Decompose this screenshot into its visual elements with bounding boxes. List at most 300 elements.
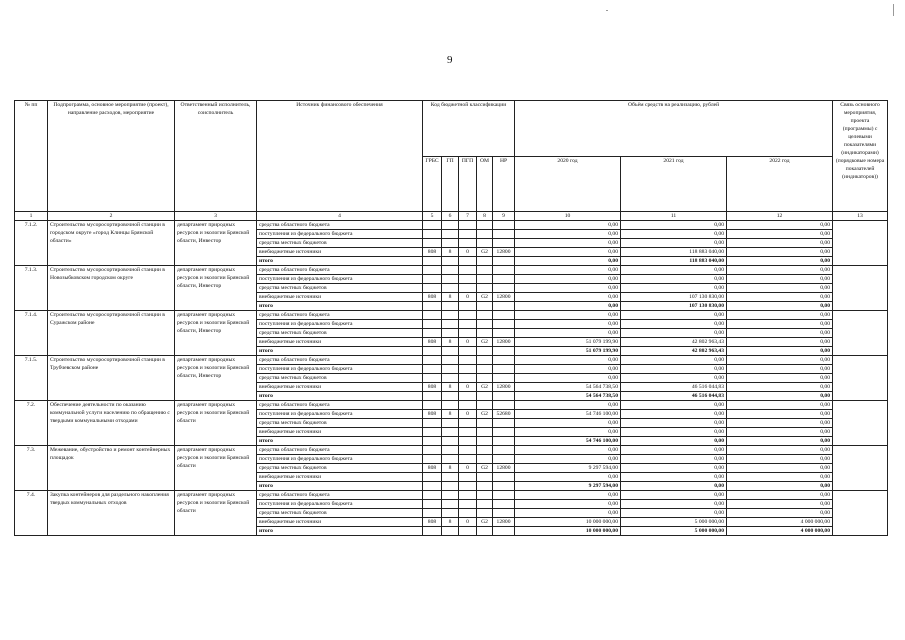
indicator-link	[833, 401, 888, 446]
code-nr: 12800	[493, 248, 515, 257]
indicator-link	[833, 446, 888, 491]
amount-2022: 0,00	[727, 293, 833, 302]
code-pgp	[459, 392, 477, 401]
funding-source: средства областного бюджета	[257, 446, 423, 455]
funding-source: поступления из федерального бюджета	[257, 230, 423, 239]
funding-source: средства областного бюджета	[257, 311, 423, 320]
amount-2021: 0,00	[621, 221, 727, 230]
amount-2020: 0,00	[515, 428, 621, 437]
amount-2022: 0,00	[727, 473, 833, 482]
amount-2020: 10 000 000,00	[515, 518, 621, 527]
code-gp	[442, 239, 459, 248]
code-grbs: 808	[423, 293, 442, 302]
item-number: 7.1.4.	[15, 311, 48, 356]
item-program: Закупка контейнеров для раздельного накопления твердых коммунальных отходов	[48, 491, 175, 536]
code-om	[477, 365, 493, 374]
code-nr	[493, 473, 515, 482]
amount-2021: 46 516 044,83	[621, 392, 727, 401]
code-gp	[442, 221, 459, 230]
column-number: 3	[175, 212, 257, 221]
amount-2021: 0,00	[621, 410, 727, 419]
item-program: Строительство мусоросортировочной станции в городском округе «город Клинцы Брянской области»	[48, 221, 175, 266]
column-number: 6	[442, 212, 459, 221]
code-grbs	[423, 527, 442, 536]
amount-2022: 0,00	[727, 311, 833, 320]
amount-2022: 0,00	[727, 302, 833, 311]
amount-2021: 5 000 000,00	[621, 527, 727, 536]
amount-2020: 0,00	[515, 374, 621, 383]
table-row	[15, 266, 888, 275]
amount-2022: 0,00	[727, 248, 833, 257]
amount-2020: 0,00	[515, 509, 621, 518]
financing-table	[14, 100, 888, 536]
indicator-link	[833, 491, 888, 536]
code-grbs	[423, 374, 442, 383]
header-grbs: ГРБС	[423, 156, 442, 212]
code-om	[477, 257, 493, 266]
code-grbs	[423, 275, 442, 284]
amount-2021: 0,00	[621, 473, 727, 482]
code-gp	[442, 401, 459, 410]
header-source: Источник финансового обеспечения	[257, 101, 423, 212]
table-row	[15, 446, 888, 455]
funding-source: внебюджетные источники	[257, 248, 423, 257]
code-pgp	[459, 527, 477, 536]
amount-2022: 0,00	[727, 491, 833, 500]
code-grbs	[423, 509, 442, 518]
amount-2020: 0,00	[515, 401, 621, 410]
code-pgp	[459, 275, 477, 284]
code-nr	[493, 266, 515, 275]
header-om: ОМ	[477, 156, 493, 212]
funding-source: итого	[257, 392, 423, 401]
code-grbs	[423, 392, 442, 401]
funding-source: средства местных бюджетов	[257, 374, 423, 383]
item-executor: департамент природных ресурсов и экологии Брянской области, Инвестор	[175, 266, 257, 311]
amount-2021: 46 516 044,83	[621, 383, 727, 392]
code-nr	[493, 230, 515, 239]
code-nr	[493, 482, 515, 491]
header-2021: 2021 год	[621, 156, 727, 212]
code-gp	[442, 455, 459, 464]
code-pgp: 0	[459, 383, 477, 392]
amount-2022: 0,00	[727, 482, 833, 491]
funding-source: поступления из федерального бюджета	[257, 500, 423, 509]
funding-source: поступления из федерального бюджета	[257, 365, 423, 374]
amount-2020: 0,00	[515, 446, 621, 455]
code-grbs	[423, 437, 442, 446]
amount-2020: 0,00	[515, 275, 621, 284]
code-pgp	[459, 284, 477, 293]
amount-2022: 0,00	[727, 329, 833, 338]
funding-source: средства местных бюджетов	[257, 419, 423, 428]
code-om	[477, 221, 493, 230]
indicator-link	[833, 311, 888, 356]
code-om: G2	[477, 248, 493, 257]
code-nr: 12800	[493, 338, 515, 347]
code-pgp: 0	[459, 518, 477, 527]
amount-2021: 0,00	[621, 266, 727, 275]
code-grbs: 808	[423, 338, 442, 347]
item-executor: департамент природных ресурсов и экологии Брянской области, Инвестор	[175, 221, 257, 266]
code-pgp	[459, 221, 477, 230]
code-om	[477, 500, 493, 509]
amount-2022: 0,00	[727, 455, 833, 464]
code-om	[477, 230, 493, 239]
column-number: 11	[621, 212, 727, 221]
code-gp	[442, 302, 459, 311]
column-number: 2	[48, 212, 175, 221]
code-nr: 12800	[493, 383, 515, 392]
funding-source: поступления из федерального бюджета	[257, 455, 423, 464]
code-pgp	[459, 446, 477, 455]
column-number: 8	[477, 212, 493, 221]
header-gp: ГП	[442, 156, 459, 212]
code-om	[477, 419, 493, 428]
amount-2022: 0,00	[727, 437, 833, 446]
header-num: № пп	[15, 101, 48, 212]
funding-source: средства областного бюджета	[257, 356, 423, 365]
code-om	[477, 455, 493, 464]
code-grbs	[423, 257, 442, 266]
code-gp	[442, 284, 459, 293]
amount-2021: 118 883 040,00	[621, 257, 727, 266]
code-nr	[493, 500, 515, 509]
code-gp	[442, 491, 459, 500]
column-number: 13	[833, 212, 888, 221]
amount-2021: 0,00	[621, 464, 727, 473]
amount-2020: 0,00	[515, 293, 621, 302]
amount-2022: 0,00	[727, 365, 833, 374]
amount-2021: 0,00	[621, 419, 727, 428]
code-om	[477, 329, 493, 338]
amount-2021: 0,00	[621, 284, 727, 293]
code-pgp	[459, 509, 477, 518]
code-om	[477, 275, 493, 284]
code-nr: 12800	[493, 293, 515, 302]
amount-2021: 0,00	[621, 329, 727, 338]
code-pgp	[459, 437, 477, 446]
amount-2021: 0,00	[621, 509, 727, 518]
code-pgp	[459, 365, 477, 374]
code-pgp	[459, 401, 477, 410]
table-row	[15, 221, 888, 230]
column-number: 10	[515, 212, 621, 221]
amount-2021: 0,00	[621, 401, 727, 410]
amount-2021: 5 000 000,00	[621, 518, 727, 527]
code-grbs: 808	[423, 248, 442, 257]
header-pgp: ПГП	[459, 156, 477, 212]
funding-source: итого	[257, 527, 423, 536]
funding-source: итого	[257, 482, 423, 491]
amount-2020: 10 000 000,00	[515, 527, 621, 536]
amount-2020: 0,00	[515, 311, 621, 320]
amount-2020: 0,00	[515, 500, 621, 509]
item-program: Строительство мусоросортировочной станции в Новозыбковском городском округе	[48, 266, 175, 311]
amount-2021: 0,00	[621, 230, 727, 239]
code-grbs	[423, 491, 442, 500]
code-gp: 8	[442, 248, 459, 257]
code-gp	[442, 374, 459, 383]
amount-2021: 0,00	[621, 428, 727, 437]
funding-source: средства местных бюджетов	[257, 239, 423, 248]
code-grbs	[423, 419, 442, 428]
code-gp	[442, 392, 459, 401]
code-nr	[493, 221, 515, 230]
code-grbs	[423, 266, 442, 275]
code-nr	[493, 527, 515, 536]
code-pgp: 0	[459, 293, 477, 302]
amount-2020: 0,00	[515, 455, 621, 464]
code-om	[477, 509, 493, 518]
code-gp	[442, 527, 459, 536]
item-executor: департамент природных ресурсов и экологии Брянской области, Инвестор	[175, 356, 257, 401]
code-om	[477, 482, 493, 491]
funding-source: поступления из федерального бюджета	[257, 275, 423, 284]
code-nr	[493, 509, 515, 518]
code-gp	[442, 419, 459, 428]
code-nr	[493, 284, 515, 293]
code-grbs: 808	[423, 410, 442, 419]
code-pgp	[459, 230, 477, 239]
code-pgp: 0	[459, 410, 477, 419]
code-om: G2	[477, 383, 493, 392]
funding-source: средства местных бюджетов	[257, 329, 423, 338]
code-grbs: 808	[423, 383, 442, 392]
code-nr	[493, 311, 515, 320]
amount-2020: 9 297 594,00	[515, 464, 621, 473]
code-grbs	[423, 455, 442, 464]
code-gp: 8	[442, 464, 459, 473]
code-grbs	[423, 230, 442, 239]
code-grbs	[423, 329, 442, 338]
funding-source: поступления из федерального бюджета	[257, 410, 423, 419]
code-nr	[493, 392, 515, 401]
code-pgp	[459, 428, 477, 437]
amount-2022: 0,00	[727, 401, 833, 410]
amount-2022: 0,00	[727, 320, 833, 329]
code-nr	[493, 239, 515, 248]
amount-2022: 0,00	[727, 410, 833, 419]
amount-2021: 0,00	[621, 482, 727, 491]
header-link: Связь основного мероприятия, проекта (программы) с целевыми показателями (индикаторами) (порядковые номера показателей (индикаторов))	[833, 101, 888, 212]
code-pgp	[459, 419, 477, 428]
code-om: G2	[477, 338, 493, 347]
item-executor: департамент природных ресурсов и экологии Брянской области	[175, 401, 257, 446]
amount-2021: 0,00	[621, 446, 727, 455]
item-number: 7.4.	[15, 491, 48, 536]
header-budget-code: Код бюджетной классификации	[423, 101, 515, 157]
amount-2022: 0,00	[727, 356, 833, 365]
code-gp	[442, 311, 459, 320]
page-number: 9	[447, 54, 453, 66]
amount-2020: 0,00	[515, 221, 621, 230]
amount-2020: 0,00	[515, 329, 621, 338]
funding-source: внебюджетные источники	[257, 338, 423, 347]
code-om: G2	[477, 293, 493, 302]
code-pgp	[459, 311, 477, 320]
code-om: G2	[477, 518, 493, 527]
item-program: Обеспечение деятельности по оказанию коммунальной услуги населению по обращению с твердыми коммунальными отходами	[48, 401, 175, 446]
code-nr	[493, 365, 515, 374]
amount-2021: 0,00	[621, 491, 727, 500]
amount-2020: 0,00	[515, 302, 621, 311]
column-number: 7	[459, 212, 477, 221]
item-program: Строительство мусоросортировочной станции в Суражском районе	[48, 311, 175, 356]
amount-2021: 0,00	[621, 275, 727, 284]
code-grbs	[423, 347, 442, 356]
amount-2021: 0,00	[621, 455, 727, 464]
funding-source: внебюджетные источники	[257, 473, 423, 482]
code-grbs	[423, 239, 442, 248]
header-2022: 2022 год	[727, 156, 833, 212]
code-om	[477, 347, 493, 356]
item-number: 7.1.2.	[15, 221, 48, 266]
code-pgp	[459, 239, 477, 248]
code-nr	[493, 455, 515, 464]
code-gp	[442, 329, 459, 338]
amount-2022: 0,00	[727, 446, 833, 455]
funding-source: средства местных бюджетов	[257, 509, 423, 518]
amount-2020: 51 079 199,90	[515, 347, 621, 356]
amount-2021: 0,00	[621, 311, 727, 320]
code-grbs	[423, 446, 442, 455]
code-nr	[493, 491, 515, 500]
funding-source: средства областного бюджета	[257, 221, 423, 230]
code-nr: 12800	[493, 464, 515, 473]
amount-2022: 0,00	[727, 419, 833, 428]
amount-2022: 0,00	[727, 428, 833, 437]
code-om	[477, 401, 493, 410]
code-nr	[493, 356, 515, 365]
amount-2022: 0,00	[727, 266, 833, 275]
amount-2021: 0,00	[621, 320, 727, 329]
code-nr	[493, 437, 515, 446]
code-grbs	[423, 302, 442, 311]
amount-2022: 0,00	[727, 347, 833, 356]
item-number: 7.1.5.	[15, 356, 48, 401]
code-gp: 8	[442, 518, 459, 527]
column-number: 4	[257, 212, 423, 221]
code-om	[477, 302, 493, 311]
amount-2022: 0,00	[727, 221, 833, 230]
amount-2022: 0,00	[727, 500, 833, 509]
amount-2021: 42 802 963,43	[621, 338, 727, 347]
amount-2022: 0,00	[727, 275, 833, 284]
funding-source: внебюджетные источники	[257, 293, 423, 302]
amount-2022: 4 000 000,00	[727, 518, 833, 527]
code-grbs	[423, 221, 442, 230]
amount-2020: 9 297 594,00	[515, 482, 621, 491]
item-number: 7.3.	[15, 446, 48, 491]
item-executor: департамент природных ресурсов и экологии Брянской области	[175, 446, 257, 491]
amount-2020: 0,00	[515, 356, 621, 365]
code-gp	[442, 275, 459, 284]
code-om	[477, 437, 493, 446]
code-grbs: 808	[423, 518, 442, 527]
code-pgp: 0	[459, 464, 477, 473]
amount-2022: 0,00	[727, 230, 833, 239]
amount-2021: 0,00	[621, 437, 727, 446]
code-pgp	[459, 320, 477, 329]
code-pgp: 0	[459, 248, 477, 257]
amount-2020: 0,00	[515, 473, 621, 482]
code-gp	[442, 428, 459, 437]
amount-2020: 0,00	[515, 257, 621, 266]
amount-2022: 0,00	[727, 509, 833, 518]
code-nr	[493, 446, 515, 455]
amount-2020: 0,00	[515, 239, 621, 248]
code-nr: 12800	[493, 518, 515, 527]
amount-2020: 0,00	[515, 365, 621, 374]
amount-2021: 0,00	[621, 374, 727, 383]
amount-2022: 4 000 000,00	[727, 527, 833, 536]
code-gp	[442, 437, 459, 446]
item-executor: департамент природных ресурсов и экологии Брянской области, Инвестор	[175, 311, 257, 356]
code-gp	[442, 365, 459, 374]
amount-2020: 0,00	[515, 491, 621, 500]
code-pgp	[459, 482, 477, 491]
column-number: 5	[423, 212, 442, 221]
amount-2020: 0,00	[515, 230, 621, 239]
amount-2020: 54 564 738,50	[515, 383, 621, 392]
code-grbs	[423, 482, 442, 491]
code-nr	[493, 257, 515, 266]
code-pgp: 0	[459, 338, 477, 347]
amount-2022: 0,00	[727, 257, 833, 266]
code-om: G2	[477, 410, 493, 419]
code-om	[477, 446, 493, 455]
code-gp	[442, 266, 459, 275]
table-row	[15, 401, 888, 410]
code-pgp	[459, 347, 477, 356]
code-pgp	[459, 374, 477, 383]
header-nr: НР	[493, 156, 515, 212]
code-nr	[493, 347, 515, 356]
item-program: Строительство мусоросортировочной станции в Трубчевском районе	[48, 356, 175, 401]
funding-source: итого	[257, 437, 423, 446]
amount-2022: 0,00	[727, 464, 833, 473]
code-om	[477, 374, 493, 383]
code-gp: 8	[442, 338, 459, 347]
amount-2021: 0,00	[621, 365, 727, 374]
funding-source: внебюджетные источники	[257, 518, 423, 527]
code-grbs	[423, 401, 442, 410]
code-om	[477, 266, 493, 275]
code-nr	[493, 329, 515, 338]
header-volume: Объём средств на реализацию, рублей	[515, 101, 833, 157]
table-row	[15, 491, 888, 500]
code-grbs	[423, 320, 442, 329]
code-grbs	[423, 365, 442, 374]
funding-source: средства областного бюджета	[257, 266, 423, 275]
amount-2021: 0,00	[621, 239, 727, 248]
code-pgp	[459, 491, 477, 500]
code-om	[477, 311, 493, 320]
item-number: 7.2.	[15, 401, 48, 446]
code-gp: 8	[442, 383, 459, 392]
table-header-row	[15, 101, 888, 157]
item-program: Межевание, обустройство и ремонт контейнерных площадок	[48, 446, 175, 491]
funding-source: поступления из федерального бюджета	[257, 320, 423, 329]
code-nr	[493, 374, 515, 383]
code-gp	[442, 230, 459, 239]
code-nr	[493, 419, 515, 428]
amount-2020: 0,00	[515, 248, 621, 257]
amount-2022: 0,00	[727, 284, 833, 293]
amount-2021: 0,00	[621, 500, 727, 509]
code-grbs	[423, 500, 442, 509]
